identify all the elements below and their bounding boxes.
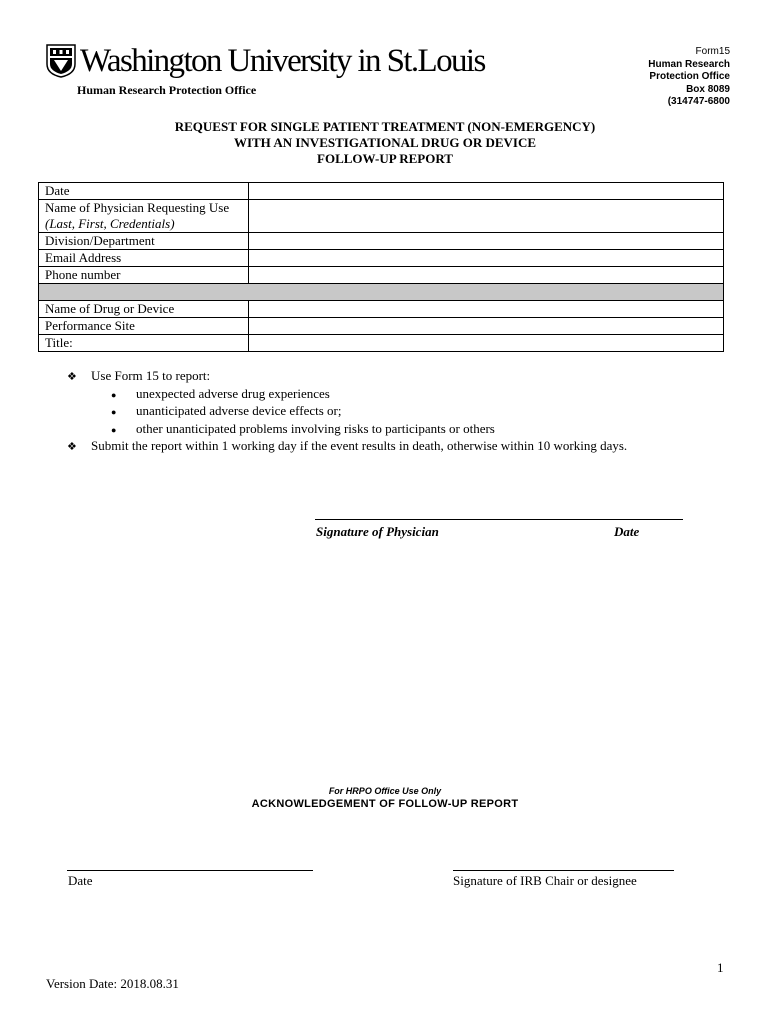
physician-label-line1: Name of Physician Requesting Use bbox=[45, 200, 230, 215]
physician-signature-label: Signature of Physician bbox=[316, 524, 439, 539]
physician-label bbox=[39, 200, 249, 233]
title-line2: WITH AN INVESTIGATIONAL DRUG OR DEVICE bbox=[233, 135, 537, 150]
table-row bbox=[39, 301, 724, 318]
email-label: Email Address bbox=[39, 250, 249, 267]
list-item bbox=[67, 421, 627, 439]
drug-field[interactable] bbox=[249, 301, 724, 318]
table-row bbox=[39, 250, 724, 267]
separator-cell bbox=[39, 284, 724, 301]
title-line3: FOLLOW-UP REPORT bbox=[317, 151, 453, 166]
document-title bbox=[0, 119, 770, 167]
date-label: Date bbox=[39, 183, 249, 200]
request-info-table bbox=[38, 182, 724, 352]
division-field[interactable] bbox=[249, 233, 724, 250]
acknowledgement-heading: ACKNOWLEDGEMENT OF FOLLOW-UP REPORT bbox=[251, 798, 519, 810]
table-row bbox=[39, 267, 724, 284]
phone-field[interactable] bbox=[249, 267, 724, 284]
irb-signature-label: Signature of IRB Chair or designee bbox=[453, 873, 637, 888]
table-row bbox=[39, 233, 724, 250]
irb-signature-line[interactable] bbox=[453, 870, 674, 871]
instruction-item bbox=[67, 438, 627, 456]
ack-date-label: Date bbox=[68, 873, 93, 888]
instruction-text: Use Form 15 to report: bbox=[91, 368, 211, 383]
title-line1: REQUEST FOR SINGLE PATIENT TREATMENT (NON-EMERGENCY) bbox=[174, 119, 596, 134]
division-label: Division/Department bbox=[39, 233, 249, 250]
office-name: Human Research Protection Office bbox=[77, 83, 257, 97]
form-number: Form15 bbox=[695, 46, 730, 57]
instruction-text: Submit the report within 1 working day if the event results in death, otherwise within 10 working days. bbox=[91, 438, 628, 453]
list-item bbox=[67, 403, 627, 421]
site-label: Performance Site bbox=[39, 318, 249, 335]
title-label: Title: bbox=[39, 335, 249, 352]
bullet-icon: ● bbox=[111, 407, 117, 417]
phone-label: Phone number bbox=[39, 267, 249, 284]
physician-field[interactable] bbox=[249, 200, 724, 233]
university-name: Washington University in St.Louis bbox=[80, 43, 485, 79]
list-item-text: other unanticipated problems involving risks to participants or others bbox=[136, 420, 495, 436]
table-row bbox=[39, 183, 724, 200]
physician-signature-line[interactable] bbox=[315, 519, 683, 520]
university-shield-icon bbox=[46, 44, 76, 78]
form-info-line1: Human Research bbox=[648, 58, 730, 70]
physician-date-label: Date bbox=[614, 524, 640, 539]
table-separator-row bbox=[39, 284, 724, 301]
instructions bbox=[67, 368, 627, 456]
table-row bbox=[39, 335, 724, 352]
table-row bbox=[39, 200, 724, 233]
form-info-line3: Box 8089 bbox=[686, 83, 730, 95]
date-field[interactable] bbox=[249, 183, 724, 200]
university-logo bbox=[46, 44, 485, 78]
title-field[interactable] bbox=[249, 335, 724, 352]
list-item-text: unanticipated adverse device effects or; bbox=[136, 403, 342, 418]
form-info bbox=[648, 46, 730, 109]
email-field[interactable] bbox=[249, 250, 724, 267]
list-item bbox=[67, 386, 627, 404]
instruction-item bbox=[67, 368, 627, 386]
version-date: Version Date: 2018.08.31 bbox=[46, 976, 179, 991]
page-number: 1 bbox=[717, 960, 724, 975]
bullet-icon: ● bbox=[111, 424, 117, 435]
office-use-label: For HRPO Office Use Only bbox=[328, 786, 442, 796]
drug-label: Name of Drug or Device bbox=[39, 301, 249, 318]
physician-label-line2: (Last, First, Credentials) bbox=[45, 216, 175, 231]
site-field[interactable] bbox=[249, 318, 724, 335]
form-info-line2: Protection Office bbox=[649, 71, 730, 82]
form-info-line4: (314747-6800 bbox=[667, 96, 730, 107]
diamond-bullet-icon: ❖ bbox=[67, 441, 77, 453]
list-item-text: unexpected adverse drug experiences bbox=[136, 385, 330, 401]
diamond-bullet-icon: ❖ bbox=[67, 371, 77, 383]
table-row bbox=[39, 318, 724, 335]
bullet-icon: ● bbox=[111, 389, 117, 400]
ack-date-line[interactable] bbox=[67, 870, 313, 871]
